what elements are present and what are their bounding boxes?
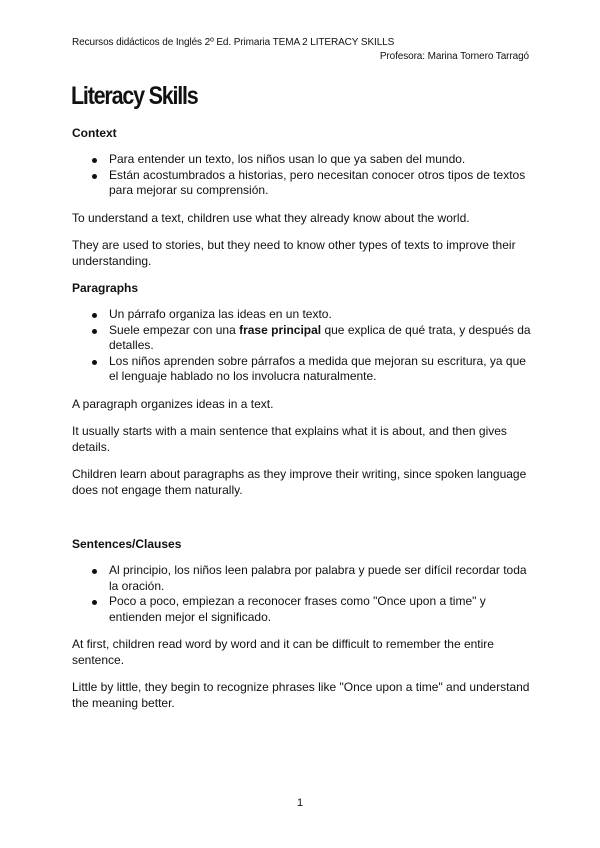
header-teacher-line: Profesora: Marina Tornero Tarragó (379, 51, 529, 62)
bullet-item: Poco a poco, empiezan a reconocer frases como "Once upon a time" y entienden mejor el significado. (109, 594, 532, 625)
section-spacer (72, 510, 532, 537)
paragraph: Little by little, they begin to recognize phrases like "Once upon a time" and understand the meaning better. (72, 680, 530, 710)
context-bullet-list (72, 152, 532, 199)
bullet-text: que explica de qué trata, y después da detalles. (109, 322, 531, 352)
bold-term: frase principal (239, 322, 322, 337)
bullet-item (109, 323, 532, 354)
bullet-item: Para entender un texto, los niños usan lo que ya saben del mundo. (109, 152, 532, 168)
section-heading-paragraphs: Paragraphs (72, 281, 139, 295)
paragraph: Children learn about paragraphs as they improve their writing, since spoken language does not engage them naturally. (72, 467, 527, 497)
bullet-item: Están acostumbrados a historias, pero necesitan conocer otros tipos de textos para mejorar su comprensión. (109, 168, 532, 199)
header-course-line: Recursos didácticos de Inglés 2º Ed. Primaria TEMA 2 LITERACY SKILLS (72, 37, 395, 48)
bullet-text: Suele empezar con una (109, 322, 240, 337)
section-heading-context: Context (72, 126, 117, 140)
paragraph: At first, children read word by word and it can be difficult to remember the entire sentence. (72, 637, 494, 667)
sentences-bullet-list (72, 563, 532, 625)
bullet-item: Los niños aprenden sobre párrafos a medida que mejoran su escritura, ya que el lenguaje hablado no los involucra naturalmente. (109, 354, 532, 385)
paragraphs-bullet-list (72, 307, 532, 385)
bullet-item: Un párrafo organiza las ideas en un texto. (109, 307, 532, 323)
page-title: Literacy Skills (71, 82, 198, 110)
page-number: 1 (296, 797, 304, 809)
section-heading-sentences: Sentences/Clauses (72, 537, 182, 551)
paragraph: They are used to stories, but they need to know other types of texts to improve their understanding. (72, 238, 516, 268)
paragraph: It usually starts with a main sentence that explains what it is about, and then gives details. (72, 424, 507, 454)
bullet-item: Al principio, los niños leen palabra por palabra y puede ser difícil recordar toda la oración. (109, 563, 532, 594)
document-body (72, 126, 532, 723)
paragraph: A paragraph organizes ideas in a text. (72, 396, 274, 411)
paragraph: To understand a text, children use what they already know about the world. (72, 210, 470, 225)
